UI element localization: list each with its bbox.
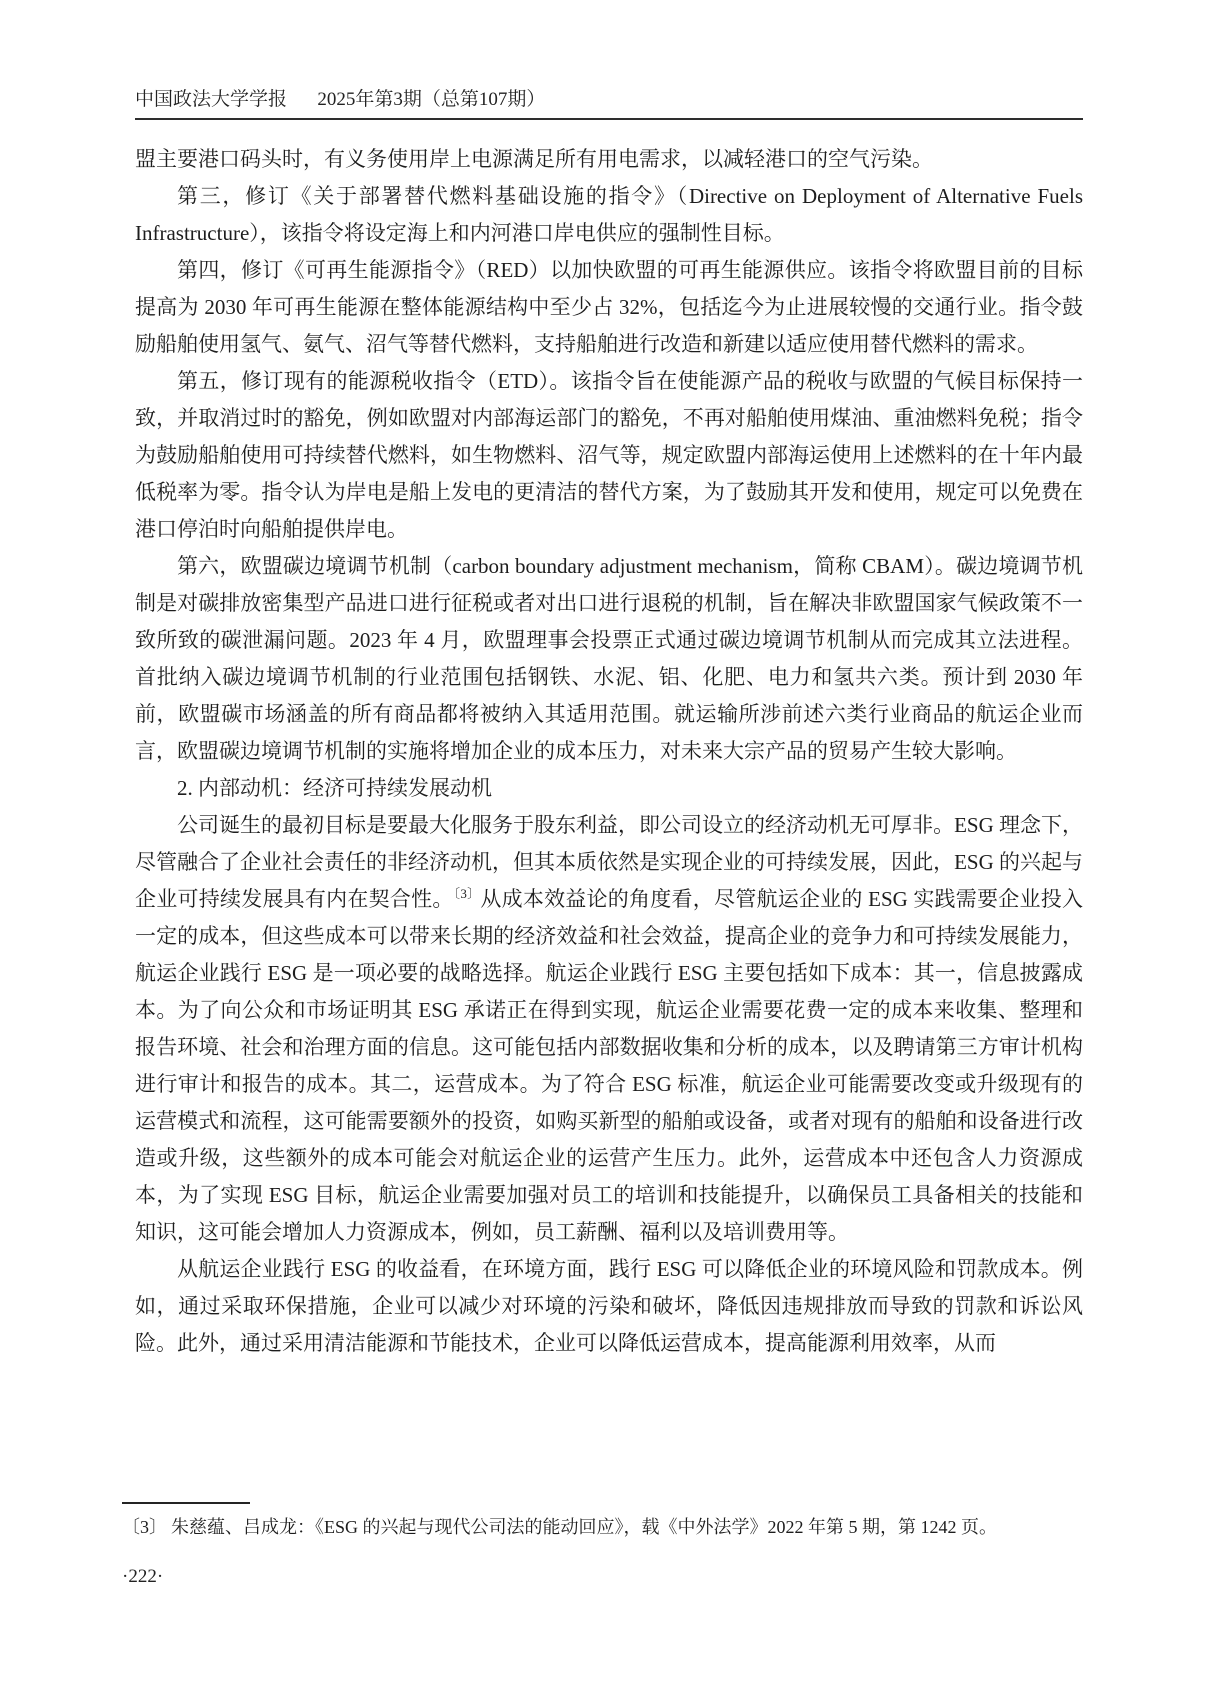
- issue-info: 2025年第3期（总第107期）: [317, 89, 546, 110]
- paragraph-text: 第五，修订现有的能源税收指令（ETD）。该指令旨在使能源产品的税收与欧盟的气候目标保持一致，并取消过时的豁免，例如欧盟对内部海运部门的豁免，不再对船舶使用煤油、重油燃料免税；指令为鼓励船舶使用可持续替代燃料，如生物燃料、沼气等，规定欧盟内部海运使用上述燃料的在十年内最低税率为零。指令认为岸电是船上发电的更清洁的替代方案，为了鼓励其开发和使用，规定可以免费在港口停泊时向船舶提供岸电。: [135, 369, 1083, 541]
- paragraph-fourth-directive-red: [135, 252, 1083, 363]
- footnote-marker: 〔3〕: [122, 1517, 167, 1537]
- footnote-text: 朱慈蕴、吕成龙：《ESG 的兴起与现代公司法的能动回应》，载《中外法学》2022 年第 5 期，第 1242 页。: [171, 1517, 998, 1537]
- paragraph-esg-benefits: [135, 1251, 1083, 1362]
- running-head: [135, 84, 1083, 111]
- paragraph-text: 第三，修订《关于部署替代燃料基础设施的指令》（Directive on Deployment of Alternative Fuels Infrastructure），该指令将设定海上和内河港口岸电供应的强制性目标。: [135, 184, 1083, 245]
- page-number: ·222·: [122, 1566, 164, 1587]
- paragraph-text: 盟主要港口码头时，有义务使用岸上电源满足所有用电需求，以减轻港口的空气污染。: [135, 147, 933, 171]
- paragraph-sixth-cbam: [135, 548, 1083, 770]
- paragraph-third-directive-afi: [135, 178, 1083, 252]
- paragraph-continuation: [135, 141, 1083, 178]
- paragraph-fifth-directive-etd: [135, 363, 1083, 548]
- section-heading-internal-motivation: [135, 770, 1083, 807]
- footnote-ref-3: 〔3〕: [453, 886, 481, 901]
- header-rule: [135, 118, 1083, 120]
- paragraph-text: 从成本效益论的角度看，尽管航运企业的 ESG 实践需要企业投入一定的成本，但这些成本可以带来长期的经济效益和社会效益，提高企业的竞争力和可持续发展能力，航运企业践行 ESG 是一项必要的战略选择。航运企业践行 ESG 主要包括如下成本：其一，信息披露成本。为了向公众和市场证明其 ESG 承诺正在得到实现，航运企业需要花费一定的成本来收集、整理和报告环境、社会和治理方面的信息。这可能包括内部数据收集和分析的成本，以及聘请第三方审计机构进行审计和报告的成本。其二，运营成本。为了符合 ESG 标准，航运企业可能需要改变或升级现有的运营模式和流程，这可能需要额外的投资，如购买新型的船舶或设备，或者对现有的船舶和设备进行改造或升级，这些额外的成本可能会对航运企业的运营产生压力。此外，运营成本中还包含人力资源成本，为了实现 ESG 目标，航运企业需要加强对员工的培训和技能提升，以确保员工具备相关的技能和知识，这可能会增加人力资源成本，例如，员工薪酬、福利以及培训费用等。: [135, 887, 1084, 1244]
- heading-text: 2. 内部动机：经济可持续发展动机: [177, 776, 492, 800]
- paragraph-text: 从航运企业践行 ESG 的收益看，在环境方面，践行 ESG 可以降低企业的环境风险和罚款成本。例如，通过采取环保措施，企业可以减少对环境的污染和破坏，降低因违规排放而导致的罚款和诉讼风险。此外，通过采用清洁能源和节能技术，企业可以降低运营成本，提高能源利用效率，从而: [135, 1257, 1083, 1355]
- footnote-divider: [122, 1502, 250, 1504]
- footnote-3: [122, 1514, 1083, 1540]
- paragraph-text: 公司诞生的最初目标是要最大化服务于股东利益，即公司设立的经济动机无可厚非。ESG 理念下，尽管融合了企业社会责任的非经济动机，但其本质依然是实现企业的可持续发展，因此，ESG 的兴起与企业可持续发展具有内在契合性。: [135, 813, 1083, 911]
- paragraph-text: 第四，修订《可再生能源指令》（RED）以加快欧盟的可再生能源供应。该指令将欧盟目前的目标提高为 2030 年可再生能源在整体能源结构中至少占 32%，包括迄今为止进展较慢的交通行业。指令鼓励船舶使用氢气、氨气、沼气等替代燃料，支持船舶进行改造和新建以适应使用替代燃料的需求。: [135, 258, 1083, 356]
- paragraph-esg-costs: [135, 807, 1083, 1251]
- paragraph-text: 第六，欧盟碳边境调节机制（carbon boundary adjustment mechanism，简称 CBAM）。碳边境调节机制是对碳排放密集型产品进口进行征税或者对出口进行退税的机制，旨在解决非欧盟国家气候政策不一致所致的碳泄漏问题。2023 年 4 月，欧盟理事会投票正式通过碳边境调节机制从而完成其立法进程。首批纳入碳边境调节机制的行业范围包括钢铁、水泥、铝、化肥、电力和氢共六类。预计到 2030 年前，欧盟碳市场涵盖的所有商品都将被纳入其适用范围。就运输所涉前述六类行业商品的航运企业而言，欧盟碳边境调节机制的实施将增加企业的成本压力，对未来大宗产品的贸易产生较大影响。: [135, 554, 1083, 763]
- article-body: [135, 141, 1083, 1362]
- journal-title: 中国政法大学学报: [135, 89, 288, 110]
